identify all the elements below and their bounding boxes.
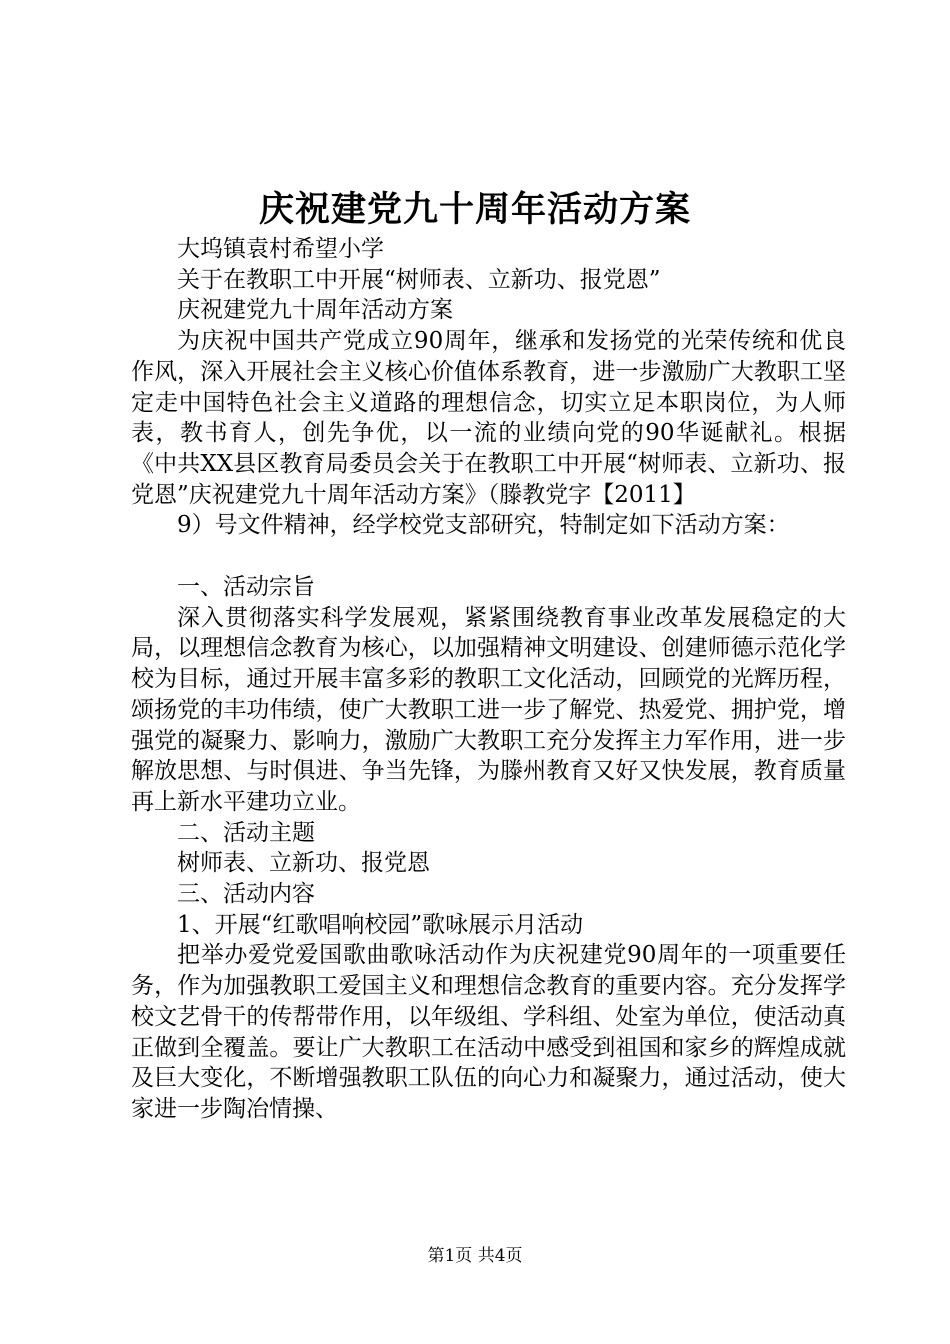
subsection-heading-song: 1、开展“红歌唱响校园”歌咏展示月活动 [177,911,584,938]
paragraph-theme: 树师表、立新功、报党恩 [177,850,430,877]
section-heading-theme: 二、活动主题 [177,819,315,846]
paragraph-intro-continued: 9）号文件精神，经学校党支部研究，特制定如下活动方案： [177,512,790,539]
paragraph-purpose: 深入贯彻落实科学发展观，紧紧围绕教育事业改革发展稳定的大局，以理想信念教育为核心，以加强精神文明建设、创建师德示范化学校为目标，通过开展丰富多彩的教职工文化活动，回顾党的光辉历程，颂扬党的丰功伟绩，使广大教职工进一步了解党、热爱党、拥护党，增强党的凝聚力、影响力，激励广大教职工充分发挥主力军作用，进一步解放思想、与时俱进、争当先锋，为滕州教育又好又快发展，教育质量再上新水平建功立业。 [131,604,846,815]
paragraph-school-name: 大坞镇袁村希望小学 [177,236,384,262]
paragraph-subtitle-1: 关于在教职工中开展“树师表、立新功、报党恩” [177,266,661,293]
document-title: 庆祝建党九十周年活动方案 [258,189,691,230]
paragraph-subtitle-2: 庆祝建党九十周年活动方案 [177,297,453,324]
document-body [131,234,846,1125]
paragraph-song-activity: 把举办爱党爱国歌曲歌咏活动作为庆祝建党90周年的一项重要任务，作为加强教职工爱国主义和理想信念教育的重要内容。充分发挥学校文艺骨干的传帮带作用，以年级组、学科组、处室为单位，使活动真正做到全覆盖。要让广大教职工在活动中感受到祖国和家乡的辉煌成就及巨大变化，不断增强教职工队伍的向心力和凝聚力，通过活动，使大家进一步陶冶情操、 [131,942,846,1122]
section-heading-purpose: 一、活动宗旨 [177,574,315,601]
section-heading-content: 三、活动内容 [177,881,315,908]
page-number-footer: 第1页 共4页 [427,1246,523,1266]
paragraph-intro: 为庆祝中国共产党成立90周年，继承和发扬党的光荣传统和优良作风，深入开展社会主义核心价值体系教育，进一步激励广大教职工坚定走中国特色社会主义道路的理想信念，切实立足本职岗位，为人师表，教书育人，创先争优，以一流的业绩向党的90华诞献礼。根据《中共XX县区教育局委员会关于在教职工中开展“树师表、立新功、报党恩”庆祝建党九十周年活动方案》（滕教党字【2011】 [131,328,846,508]
